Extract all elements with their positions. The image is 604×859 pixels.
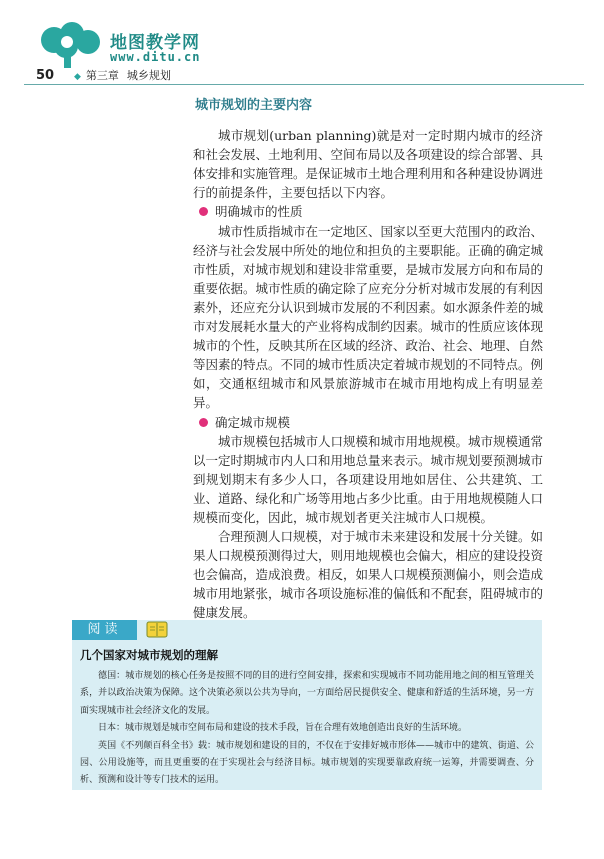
diamond-icon: ◆ xyxy=(74,72,81,82)
bullet-label: 明确城市的性质 xyxy=(215,204,303,220)
bullet-label: 确定城市规模 xyxy=(215,414,291,430)
page-number: 50 xyxy=(36,68,55,83)
bullet-dot-icon xyxy=(199,418,208,427)
bullet-heading-scale xyxy=(193,413,543,432)
site-name: 地图教学网 xyxy=(110,33,200,53)
reading-title: 几个国家对城市规划的理解 xyxy=(80,648,218,662)
reading-paragraph-britannica: 英国《不列颠百科全书》载：城市规划和建设的目的，不仅在于安排好城市形体——城市中的建筑、街道、公园、公用设施等，而且更重要的在于实现社会与经济目标。城市规划的实现要靠政府统一运筹，并需要调查、分析、预测和设计等专门技术的运用。 xyxy=(80,740,534,786)
chapter-heading xyxy=(74,67,171,83)
paragraph-scale: 城市规模包括城市人口规模和城市用地规模。城市规模通常以一定时期城市内人口和用地总量来表示。城市规划要预测城市到规划期末有多少人口，各项建设用地如居住、公共建筑、工业、道路、绿化和广场等用地占多少比重。由于用地规模随人口规模而变化，因此，城市规划者更关注城市人口规模。 xyxy=(193,433,544,525)
site-url: www.ditu.cn xyxy=(110,50,201,64)
paragraph-population: 合理预测人口规模，对于城市未来建设和发展十分关键。如果人口规模预测得过大，则用地规模也会偏大，相应的建设投资也会偏高，造成浪费。相反，如果人口规模预测偏小，则会造成城市用地紧张，城市各项设施标准的偏低和不配套，阻碍城市的健康发展。 xyxy=(193,529,544,621)
reading-box xyxy=(72,620,542,790)
intro-paragraph: 城市规划(urban planning)就是对一定时期内城市的经济和社会发展、土地利用、空间布局以及各项建设的综合部署、具体安排和实施管理。是保证城市土地合理利用和各种建设协调进行的前提条件，主要包括以下内容。 xyxy=(193,128,544,201)
reading-tab: 阅读 xyxy=(72,620,137,640)
bullet-heading-nature xyxy=(193,202,543,221)
header-divider xyxy=(24,84,584,85)
chapter-label: 第三章 xyxy=(85,69,119,82)
paragraph-nature: 城市性质指城市在一定地区、国家以至更大范围内的政治、经济与社会发展中所处的地位和担负的主要职能。正确的确定城市性质，对城市规划和建设非常重要，是城市发展方向和布局的重要依据。城市性质的确定除了应充分分析对城市发展的有利因素外，还应充分认识到城市发展的不利因素。如水源条件差的城市对发展耗水量大的产业将构成制约因素。城市的性质应该体现城市的个性，反映其所在区域的经济、政治、社会、地理、自然等因素的特点。不同的城市性质决定着城市规划的不同特点。例如，交通枢纽城市和风景旅游城市在城市用地构成上有明显差异。 xyxy=(193,223,544,411)
main-content xyxy=(193,96,543,623)
chapter-name: 城乡规划 xyxy=(126,69,171,82)
reading-body xyxy=(80,668,534,790)
tree-logo-icon xyxy=(28,22,112,70)
reading-paragraph-germany: 德国：城市规划的核心任务是按照不同的目的进行空间安排，探索和实现城市不同功能用地之间的相互管理关系，并以政治决策为保障。这个决策必须以公共为导向，一方面给居民提供安全、健康和舒适的生活环境，另一方面实现城市社会经济文化的发展。 xyxy=(80,671,534,716)
reading-paragraph-japan: 日本：城市规划是城市空间布局和建设的技术手段，旨在合理有效地创造出良好的生活环境。 xyxy=(98,723,468,734)
bullet-dot-icon xyxy=(199,207,208,216)
section-title: 城市规划的主要内容 xyxy=(195,98,313,113)
book-icon xyxy=(146,621,168,638)
